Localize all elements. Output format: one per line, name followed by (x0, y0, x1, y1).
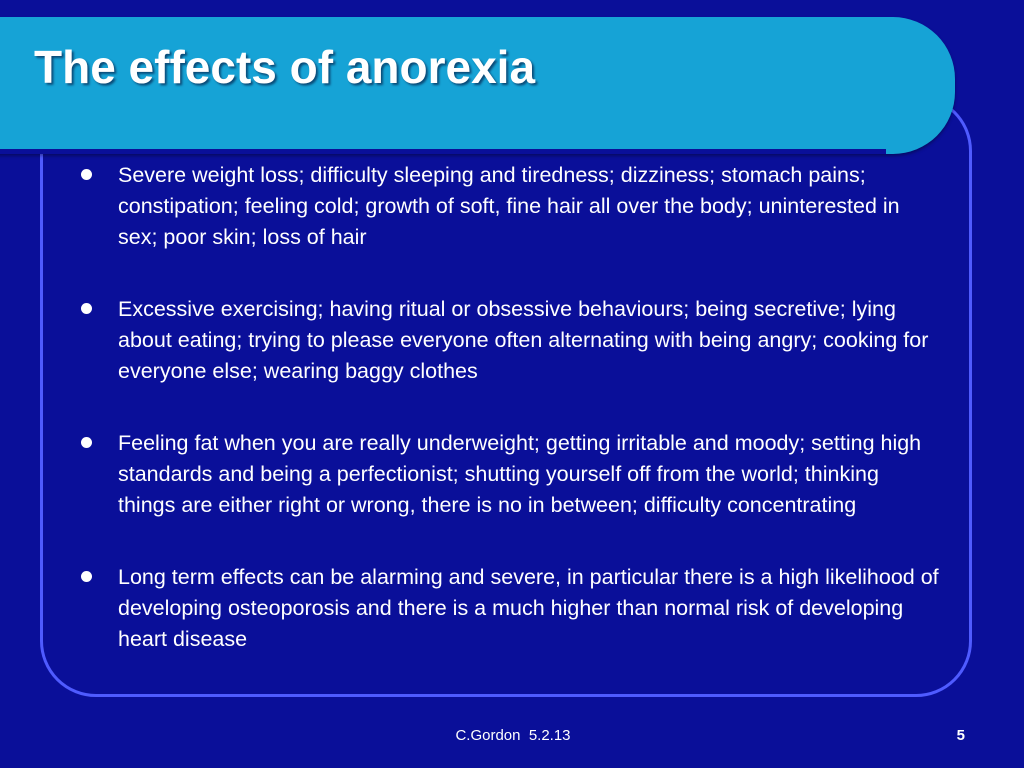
bullet-dot-icon (81, 571, 92, 582)
bullet-item-emotional (79, 428, 939, 521)
bullet-dot-icon (81, 303, 92, 314)
slide-title: The effects of anorexia (34, 41, 536, 93)
bullet-text: Feeling fat when you are really underweight; getting irritable and moody; setting high standards and being a perfectionist; shutting yourself off from the world; thinking things are either right or wrong, there is no in between; difficulty concentrating (118, 431, 922, 517)
title-underline (0, 149, 886, 154)
bullet-dot-icon (81, 169, 92, 180)
bullet-text: Severe weight loss; difficulty sleeping and tiredness; dizziness; stomach pains; constipation; feeling cold; growth of soft, fine hair all over the body; uninterested in sex; poor skin; loss of hair (118, 163, 900, 249)
footer-author-date: C.Gordon 5.2.13 (455, 727, 571, 744)
bullet-text: Long term effects can be alarming and severe, in particular there is a high likelihood of developing osteoporosis and there is a much higher than normal risk of developing heart disease (118, 565, 939, 651)
bullet-list (79, 160, 939, 696)
slide-number: 5 (956, 727, 965, 744)
bullet-text: Excessive exercising; having ritual or obsessive behaviours; being secretive; lying about eating; trying to please everyone often alternating with being angry; cooking for everyone else; wearing baggy clothes (118, 297, 929, 383)
bullet-item-long-term (79, 562, 939, 655)
bullet-item-behavioural (79, 294, 939, 387)
bullet-dot-icon (81, 437, 92, 448)
bullet-item-physical (79, 160, 939, 253)
